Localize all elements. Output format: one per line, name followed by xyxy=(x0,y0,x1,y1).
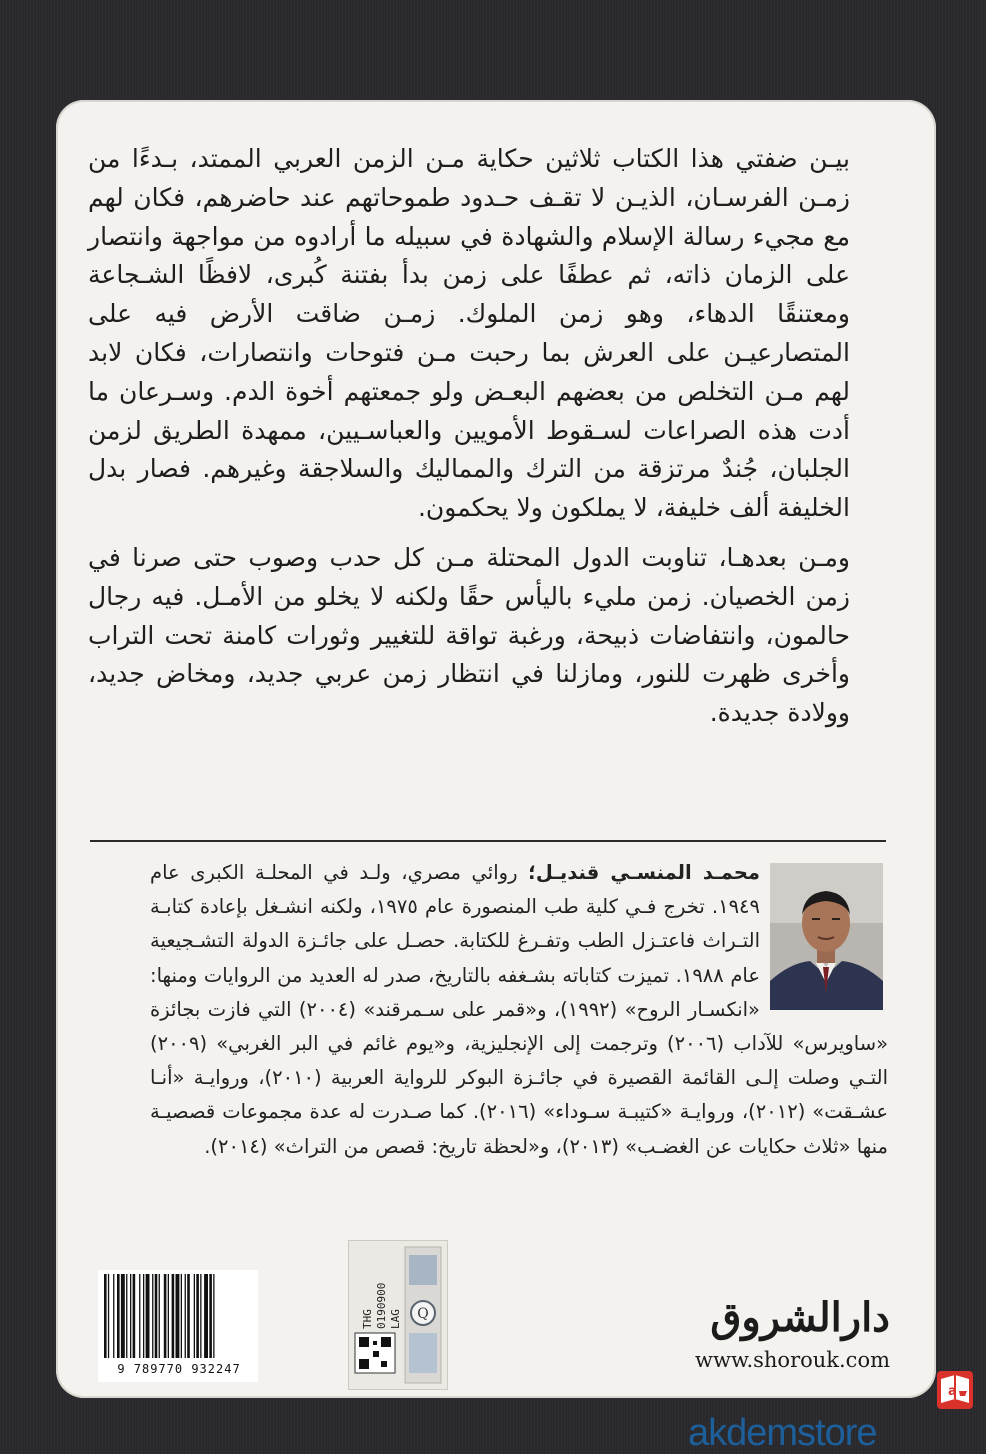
barcode-bar xyxy=(104,1274,107,1358)
barcode-bar xyxy=(121,1274,125,1358)
barcode-bar xyxy=(117,1274,120,1358)
publisher-logo: دارالشروق xyxy=(710,1294,890,1341)
author-bio xyxy=(150,856,888,1164)
barcode-bar xyxy=(164,1274,167,1358)
book-cart-icon xyxy=(933,1365,979,1415)
barcode-bar xyxy=(155,1274,158,1358)
barcode-bar xyxy=(194,1274,195,1358)
sticker-code-top: THG xyxy=(361,1309,374,1329)
sticker-code-bottom: LAG xyxy=(389,1309,402,1329)
barcode-bar xyxy=(133,1274,136,1358)
sticker-code-mid: 0190900 xyxy=(375,1282,388,1329)
barcode-bar xyxy=(113,1274,114,1358)
barcode-bar xyxy=(176,1274,180,1358)
barcode-bar xyxy=(187,1274,190,1358)
barcode-bar xyxy=(159,1274,160,1358)
barcode-bar xyxy=(181,1274,182,1358)
blurb-paragraph-2: ومـن بعدهـا، تناوبت الدول المحتلة مـن كل حدب وصوب حتى صرنا في زمن الخصيان. زمن مليء باليأس حقًا ولكنه لا يخلو من الأمـل. فيه رجال حالمون، وانتفاضات ذبيحة، ورغبة تواقة للتغيير وثورات كامنة تحت التراب وأخرى ظهرت للنور، ومازلنا في انتظار زمن عربي جديد، ومخاض جديد، وولادة جديدة. xyxy=(88,542,850,728)
barcode-bar xyxy=(185,1274,186,1358)
barcode-bar xyxy=(168,1274,169,1358)
barcode-bar xyxy=(126,1274,127,1358)
price-sticker xyxy=(348,1240,448,1390)
author-name: محمـد المنسـي قنديـل؛ xyxy=(528,861,760,884)
store-watermark: akdemstore xyxy=(688,1412,877,1454)
publisher-url[interactable]: www.shorouk.com xyxy=(695,1348,890,1372)
section-divider xyxy=(90,840,886,842)
svg-text:a: a xyxy=(948,1384,957,1399)
barcode-bar xyxy=(146,1274,150,1358)
barcode-bars xyxy=(98,1270,258,1362)
barcode-bar xyxy=(209,1274,212,1358)
barcode-bar xyxy=(196,1274,199,1358)
book-blurb xyxy=(88,140,850,744)
barcode-bar xyxy=(204,1274,208,1358)
barcode-bar xyxy=(200,1274,201,1358)
blurb-paragraph-1: بيـن ضفتي هذا الكتاب ثلاثين حكاية مـن الزمن العربي الممتد، بـدءًا من زمـن الفرسـان، الذيـن لا تقـف حـدود طموحاتهم عند حاضرهم، فكان لهم مع مجيء رسالة الإسلام والشهادة في سبيله ما أرادوه من مواجهة وانتصار على الزمان ذاته، ثم عطفًا على زمن بدأ بفتنة كُبرى، لافظًا الشـجاعة ومعتنقًا الدهاء، وهو زمن الملوك. زمـن ضاقت الأرض فيه على المتصارعيـن على العرش بما رحبت مـن فتوحات وانتصارات، فكان لابد لهم مـن التخلص من بعضهم البعـض ولو جمعتهم أخوة الدم. وسـرعان ما أدت هذه الصراعات لسـقوط الأمويين والعباسـيين، ممهدة الطريق لزمن الجلبان، جُندٌ مرتزقة من الترك والمماليك والسلاجقة وغيرهم. فصار بدل الخليفة ألف خليفة، لا يملكون ولا يحكمون. xyxy=(88,144,850,523)
barcode-bar xyxy=(152,1274,153,1358)
sticker-graphics xyxy=(349,1241,447,1389)
barcode-bar xyxy=(143,1274,144,1358)
barcode-bar xyxy=(108,1274,109,1358)
barcode-bar xyxy=(172,1274,175,1358)
hologram-icon xyxy=(409,1255,437,1285)
barcode-bar xyxy=(213,1274,214,1358)
svg-text:Q: Q xyxy=(417,1306,429,1322)
photo-spacer xyxy=(760,856,888,1016)
barcode-bar xyxy=(130,1274,131,1358)
bio-text: روائي مصري، ولـد في المحلـة الكبرى عام ١٩٤٩. تخرج فـي كلية طب المنصورة عام ١٩٧٥، ولكنه انشـغل بإعادة كتابـة التـراث فاعتـزل الطب وتفـرغ للكتابة. حصـل على جائـزة الدولة التشـجيعية عام ١٩٨٨. تميزت كتاباته بشـغفه بالتاريخ، صدر له العديد من الروايات ومنها: «انكسـار الروح» (١٩٩٢)، و«قمر على سـمرقند» (٢٠٠٤) التي فازت بجائزة «ساويرس» للآداب (٢٠٠٦) وترجمت إلى الإنجليزية، و«يوم غائم في البر الغربي» (٢٠٠٩) التـي وصلت إلـى القائمة القصيرة في جائـزة البوكر للرواية العربية (٢٠١٠)، وروايـة «أنـا عشـقت» (٢٠١٢)، وروايـة «كتيبـة سـوداء» (٢٠١٦). كما صـدرت له عدة مجموعات قصصيـة منها «ثلاث حكايات عن الغضـب» (٢٠١٣)، و«لحظة تاريخ: قصص من التراث» (٢٠١٤). xyxy=(150,861,889,1158)
isbn-number: 9 789770 932247 xyxy=(117,1362,241,1376)
barcode-bar xyxy=(139,1274,140,1358)
